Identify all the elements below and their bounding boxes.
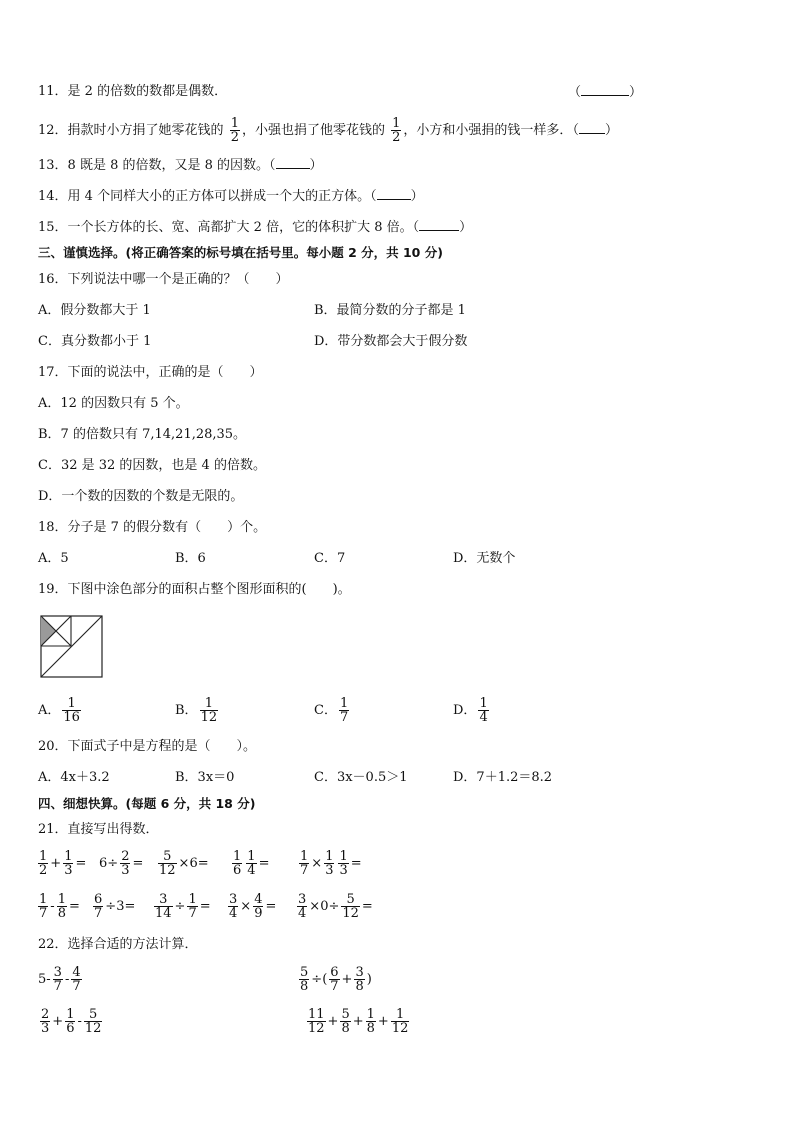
operator: ÷ <box>107 856 119 871</box>
fraction <box>340 1008 350 1035</box>
fraction <box>341 893 360 920</box>
denominator: 6 <box>233 863 242 878</box>
denominator: 12 <box>391 1021 409 1036</box>
denominator: 3 <box>121 863 130 878</box>
numerator: 1 <box>67 696 76 711</box>
section-heading-3: 三、谨慎选择。(将正确答案的标号填在括号里。每小题 2 分，共 10 分) <box>38 245 443 260</box>
option-d[interactable]: D．一个数的因数的个数是无限的。 <box>38 489 244 504</box>
number: 6 <box>189 856 198 871</box>
calc-item <box>230 848 269 880</box>
bracket-left: （ <box>568 85 582 100</box>
fraction <box>246 850 256 877</box>
denominator: 12 <box>159 863 176 878</box>
option-d[interactable]: D．带分数都会大于假分数 <box>314 334 468 349</box>
option-c[interactable]: C．3x－0.5＞1 <box>314 770 408 785</box>
calc-item <box>36 891 80 923</box>
fraction <box>366 1008 376 1035</box>
numerator: 5 <box>341 1007 350 1022</box>
operator: + <box>377 1014 389 1029</box>
numerator: 4 <box>72 965 81 980</box>
bracket-right: ） <box>410 189 424 204</box>
operator: = <box>132 856 144 871</box>
numerator: 5 <box>163 849 172 864</box>
denominator: 4 <box>479 710 488 725</box>
fraction <box>84 1008 103 1035</box>
calc-item <box>152 891 211 923</box>
answer-blank[interactable] <box>579 122 605 134</box>
numerator: 2 <box>41 1007 50 1022</box>
numerator: 3 <box>298 892 307 907</box>
numerator: 1 <box>230 116 239 131</box>
denominator: 8 <box>300 979 309 994</box>
operator: = <box>258 856 270 871</box>
denominator: 12 <box>342 906 359 921</box>
calc-item <box>38 963 84 997</box>
denominator: 8 <box>355 979 364 994</box>
fraction <box>187 893 197 920</box>
bracket-left: （ <box>412 220 420 235</box>
question-text: 用 4 个同样大小的正方体可以拼成一个大的正方体。 <box>67 189 371 204</box>
operator: + <box>352 1014 364 1029</box>
denominator: 8 <box>341 1021 350 1036</box>
denominator: 7 <box>330 979 339 994</box>
option-d[interactable]: D．无数个 <box>453 551 516 566</box>
fraction <box>354 966 364 993</box>
fraction <box>63 850 73 877</box>
option-b[interactable]: B．最简分数的分子都是 1 <box>314 303 466 318</box>
operator: = <box>124 899 136 914</box>
shaded-square-figure <box>40 615 104 679</box>
operator: = <box>197 856 209 871</box>
numerator: 11 <box>308 1007 325 1022</box>
operator: = <box>361 899 373 914</box>
numerator: 1 <box>479 696 488 711</box>
operator: ÷ <box>174 899 186 914</box>
fraction <box>38 893 48 920</box>
numerator: 3 <box>229 892 238 907</box>
operator: ) <box>366 972 372 987</box>
question-number: 11． <box>38 84 68 99</box>
question-17: 17．下面的说法中，正确的是（ ） <box>38 365 263 380</box>
number: 5- <box>38 972 51 987</box>
numerator: 3 <box>159 892 168 907</box>
numerator: 1 <box>39 849 48 864</box>
operator: = <box>350 856 362 871</box>
question-15 <box>38 219 472 236</box>
denominator: 4 <box>298 906 307 921</box>
fraction <box>338 850 348 877</box>
question-text: ，小方和小强捐的钱一样多． <box>403 123 573 138</box>
operator: ÷ <box>105 899 117 914</box>
numerator: 1 <box>39 892 48 907</box>
question-14 <box>38 188 424 205</box>
denominator: 7 <box>53 979 62 994</box>
option-label: B． <box>175 703 198 718</box>
operator: = <box>75 856 87 871</box>
fraction <box>62 697 81 724</box>
calc-item <box>156 848 209 880</box>
denominator: 16 <box>63 710 80 725</box>
operator: + <box>50 856 62 871</box>
option-a[interactable] <box>38 693 83 729</box>
option-d[interactable]: D．7＋1.2＝8.2 <box>453 770 553 785</box>
numerator: 4 <box>254 892 263 907</box>
question-number: 12． <box>38 123 68 138</box>
question-12 <box>38 117 618 145</box>
numerator: 1 <box>204 696 213 711</box>
numerator: 1 <box>325 849 334 864</box>
operator: × <box>309 899 321 914</box>
option-b[interactable]: B．3x＝0 <box>175 770 235 785</box>
question-18: 18．分子是 7 的假分数有（ ）个。 <box>38 520 267 535</box>
calc-item <box>297 963 372 997</box>
calc-item <box>226 891 276 923</box>
fraction <box>232 850 242 877</box>
question-number: 13． <box>38 158 68 173</box>
fraction <box>158 850 177 877</box>
bracket-right: ） <box>459 220 473 235</box>
fraction <box>71 966 81 993</box>
denominator: 7 <box>94 906 103 921</box>
question-19: 19．下图中涂色部分的面积占整个图形面积的( )。 <box>38 582 351 597</box>
option-c[interactable]: C．32 是 32 的因数，也是 4 的倍数。 <box>38 458 266 473</box>
calc-item <box>305 1005 411 1039</box>
fraction <box>339 697 349 724</box>
fraction <box>57 893 67 920</box>
numerator: 1 <box>188 892 197 907</box>
answer-blank[interactable] <box>581 84 629 96</box>
numerator: 3 <box>53 965 62 980</box>
answer-blank[interactable] <box>276 157 310 169</box>
denominator: 3 <box>41 1021 50 1036</box>
option-b[interactable]: B．7 的倍数只有 7,14,21,28,35。 <box>38 427 247 442</box>
operator: - <box>50 899 55 914</box>
fraction <box>324 850 334 877</box>
operator: × <box>240 899 252 914</box>
numerator: 1 <box>57 892 66 907</box>
denominator: 14 <box>155 906 172 921</box>
fraction <box>93 893 103 920</box>
bracket-right: ） <box>604 123 618 138</box>
fraction <box>65 1008 75 1035</box>
fraction <box>391 117 401 144</box>
option-label: C． <box>314 703 337 718</box>
fraction <box>200 697 219 724</box>
denominator: 12 <box>200 710 218 725</box>
operator: = <box>265 899 277 914</box>
denominator: 2 <box>230 130 239 145</box>
denominator: 12 <box>84 1021 102 1036</box>
bracket-left: （ <box>572 123 579 138</box>
calc-item <box>297 848 362 880</box>
denominator: 7 <box>300 863 309 878</box>
option-a[interactable]: A．4x＋3.2 <box>38 770 110 785</box>
fraction <box>329 966 339 993</box>
fraction <box>228 893 238 920</box>
question-21: 21．直接写出得数． <box>38 822 159 837</box>
operator: × <box>178 856 190 871</box>
denominator: 7 <box>188 906 197 921</box>
numerator: 5 <box>300 965 309 980</box>
denominator: 3 <box>64 863 73 878</box>
calc-item <box>99 848 143 880</box>
denominator: 2 <box>39 863 48 878</box>
numerator: 1 <box>247 849 256 864</box>
denominator: 7 <box>339 710 349 725</box>
numerator: 1 <box>339 696 349 711</box>
numerator: 2 <box>121 849 130 864</box>
answer-bracket-11 <box>568 84 642 101</box>
question-number: 14． <box>38 189 68 204</box>
fraction <box>253 893 263 920</box>
option-d[interactable] <box>453 693 491 729</box>
option-c[interactable] <box>314 693 351 729</box>
number: 6 <box>99 856 108 871</box>
option-a[interactable]: A．假分数都大于 1 <box>38 303 151 318</box>
option-a[interactable]: A．12 的因数只有 5 个。 <box>38 396 189 411</box>
denominator: 6 <box>66 1021 75 1036</box>
denominator: 8 <box>57 906 66 921</box>
option-label: A． <box>38 703 61 718</box>
numerator: 1 <box>64 849 73 864</box>
denominator: 2 <box>392 130 401 145</box>
denominator: 3 <box>325 863 334 878</box>
fraction <box>297 893 307 920</box>
question-text: 捐款时小方捐了她零花钱的 <box>67 123 224 138</box>
question-text: 8 既是 8 的倍数，又是 8 的因数。 <box>67 158 270 173</box>
bracket-right: ） <box>309 158 323 173</box>
operator: - <box>64 972 70 987</box>
numerator: 1 <box>339 849 348 864</box>
answer-blank[interactable] <box>419 219 459 231</box>
question-text: ，小强也捐了他零花钱的 <box>241 123 385 138</box>
fraction <box>120 850 130 877</box>
operator: ( <box>322 972 328 987</box>
fraction <box>391 1008 410 1035</box>
question-20: 20．下面式子中是方程的是（ ）。 <box>38 739 257 754</box>
operator: × <box>311 856 323 871</box>
bracket-right: ） <box>629 85 643 100</box>
fraction <box>53 966 63 993</box>
question-11 <box>38 84 227 100</box>
fraction <box>299 966 309 993</box>
operator: ÷ <box>328 899 340 914</box>
calc-item <box>91 891 135 923</box>
numerator: 5 <box>89 1007 98 1022</box>
fraction <box>478 697 488 724</box>
number: 3 <box>116 899 125 914</box>
operator: ÷ <box>311 972 323 987</box>
numerator: 5 <box>346 892 355 907</box>
question-22: 22．选择合适的方法计算． <box>38 937 198 952</box>
operator: - <box>77 1014 82 1029</box>
numerator: 1 <box>366 1007 375 1022</box>
question-text: 是 2 的倍数的数都是偶数． <box>67 84 228 99</box>
question-number: 15． <box>38 220 68 235</box>
denominator: 7 <box>72 979 81 994</box>
calc-item <box>38 1005 104 1039</box>
calc-item <box>36 848 86 880</box>
option-a[interactable]: A．5 <box>38 551 69 566</box>
numerator: 1 <box>66 1007 75 1022</box>
fraction <box>230 117 240 144</box>
numerator: 1 <box>395 1007 405 1022</box>
option-label: D． <box>453 703 477 718</box>
option-b[interactable]: B．6 <box>175 551 206 566</box>
calc-item <box>295 891 373 923</box>
operator: = <box>199 899 211 914</box>
question-text: 一个长方体的长、宽、高都扩大 2 倍，它的体积扩大 8 倍。 <box>67 220 413 235</box>
denominator: 8 <box>366 1021 375 1036</box>
operator: + <box>52 1014 64 1029</box>
option-c[interactable]: C．真分数都小于 1 <box>38 334 152 349</box>
denominator: 4 <box>247 863 256 878</box>
operator: + <box>341 972 353 987</box>
numerator: 6 <box>330 965 339 980</box>
bracket-left: （ <box>370 189 377 204</box>
fraction <box>154 893 173 920</box>
numerator: 3 <box>355 965 364 980</box>
option-b[interactable] <box>175 693 220 729</box>
option-c[interactable]: C．7 <box>314 551 346 566</box>
fraction <box>307 1008 326 1035</box>
numerator: 1 <box>392 116 401 131</box>
bracket-left: （ <box>269 158 276 173</box>
question-13 <box>38 157 323 174</box>
denominator: 3 <box>339 863 348 878</box>
fraction <box>38 850 48 877</box>
fraction <box>40 1008 50 1035</box>
operator: + <box>327 1014 339 1029</box>
numerator: 1 <box>233 849 242 864</box>
fraction <box>299 850 309 877</box>
section-heading-4: 四、细想快算。(每题 6 分，共 18 分) <box>38 796 256 811</box>
question-16: 16．下列说法中哪一个是正确的？（ ） <box>38 272 289 287</box>
answer-blank[interactable] <box>377 188 411 200</box>
denominator: 4 <box>229 906 238 921</box>
denominator: 9 <box>254 906 263 921</box>
numerator: 1 <box>300 849 309 864</box>
denominator: 12 <box>308 1021 325 1036</box>
numerator: 6 <box>94 892 103 907</box>
operator: = <box>68 899 80 914</box>
denominator: 7 <box>39 906 48 921</box>
number: 0 <box>320 899 329 914</box>
